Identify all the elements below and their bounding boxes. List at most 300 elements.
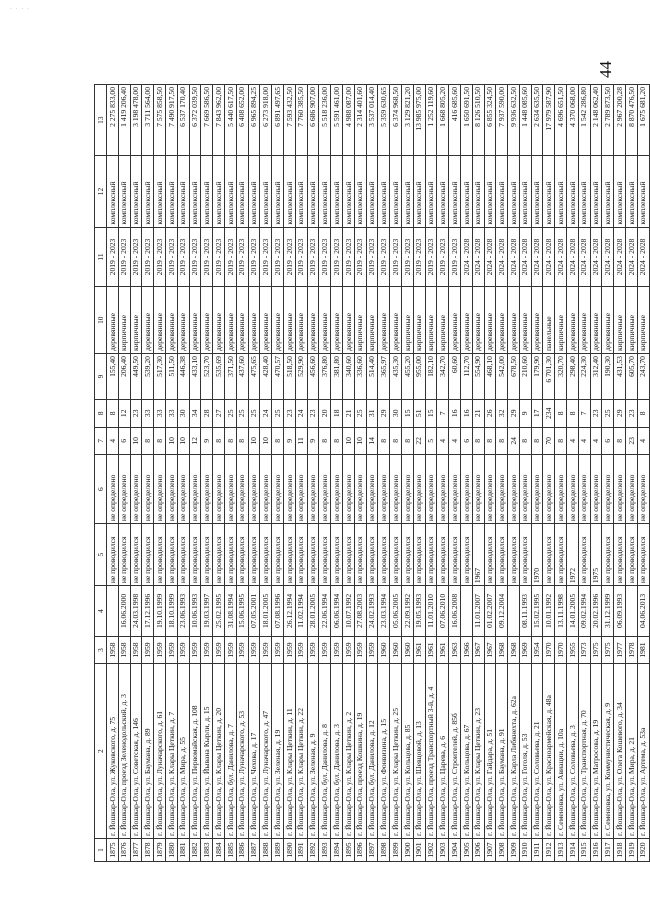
table-row [260, 85, 272, 862]
table-cell: г. Йошкар-Ола, ул. Фонвизина, д. 15 [378, 664, 390, 839]
table-cell: г. Йошкар-Ола, ул. Шевцовой, д. 13 [413, 664, 425, 839]
table-cell: 27.08.2003 [354, 586, 366, 637]
table-cell: 23.03.1994 [378, 586, 390, 637]
table-cell: не определено [272, 455, 284, 524]
table-cell: комплексный [342, 156, 354, 227]
table-cell: 29 [508, 400, 520, 428]
table-cell: деревянные [519, 287, 531, 354]
table-cell: кирпичные [626, 287, 638, 354]
table-row [154, 85, 166, 862]
table-cell: комплексный [590, 156, 602, 227]
table-cell: 2019 - 2023 [342, 227, 354, 287]
table-cell: 18.01.2005 [260, 586, 272, 637]
table-cell: г. Йошкар-Ола, ул. Зеленая, д. 9 [307, 664, 319, 839]
table-cell: 155,40 [107, 354, 119, 400]
table-cell: 336,60 [354, 354, 366, 400]
table-cell: не проводился [248, 524, 260, 586]
table-cell: 06.06.1994 [331, 586, 343, 637]
table-cell: 1896 [354, 839, 366, 862]
table-cell: 179,90 [531, 354, 543, 400]
table-cell: 2019 - 2023 [331, 227, 343, 287]
table-cell: панельные [543, 287, 555, 354]
table-cell: 1882 [189, 839, 201, 862]
table-cell: не определено [519, 455, 531, 524]
table-cell: 1919 [626, 839, 638, 862]
table-cell: 11 [295, 427, 307, 455]
table-cell: 07.08.1996 [272, 586, 284, 637]
table-cell: деревянные [331, 287, 343, 354]
table-cell: деревянные [177, 287, 189, 354]
table-cell: 455,20 [401, 354, 413, 400]
table-cell: г. Йошкар-Ола, ул. Гоголя, д. 53 [519, 664, 531, 839]
table-cell: 16.06.2008 [449, 586, 461, 637]
table-cell: деревянные [496, 287, 508, 354]
table-cell: 1893 [319, 839, 331, 862]
table-row [248, 85, 260, 862]
table-cell: комплексный [272, 156, 284, 227]
column-number: 1 [95, 839, 107, 862]
table-cell: 1892 [307, 839, 319, 862]
table-cell: комплексный [189, 156, 201, 227]
table-cell: 24 [508, 427, 520, 455]
table-cell: 428,40 [260, 354, 272, 400]
table-cell: 51 [413, 400, 425, 428]
table-row [366, 85, 378, 862]
table-cell: 1894 [331, 839, 343, 862]
table-cell: не проводился [224, 524, 236, 586]
table-cell: г. Йошкар-Ола, бул. Данилова, д. 12 [366, 664, 378, 839]
table-cell: не определено [484, 455, 496, 524]
table-cell: 1902 [425, 839, 437, 862]
table-cell: комплексный [378, 156, 390, 227]
table-cell: г. Йошкар-Ола, ул. Строителей, д. 85б [449, 664, 461, 839]
table-cell: 1963 [449, 636, 461, 664]
table-cell: 2019 - 2023 [201, 227, 213, 287]
table-cell: не определено [331, 455, 343, 524]
table-cell: не определено [460, 455, 472, 524]
table-cell: 2019 - 2023 [213, 227, 225, 287]
table-cell: 6 965 894,25 [248, 85, 260, 156]
table-cell [508, 586, 520, 637]
table-cell: кирпичные [425, 287, 437, 354]
table-cell: 182,10 [425, 354, 437, 400]
table-cell: 19.10.1999 [154, 586, 166, 637]
table-cell: 224,30 [578, 354, 590, 400]
table-cell: не проводился [165, 524, 177, 586]
table-cell: не определено [567, 455, 579, 524]
table-cell: деревянные [472, 287, 484, 354]
table-cell: не проводился [107, 524, 119, 586]
table-cell: 1877 [130, 839, 142, 862]
table-cell: 25 [354, 400, 366, 428]
table-cell: не определено [307, 455, 319, 524]
table-row [213, 85, 225, 862]
table-cell: 24.02.1993 [366, 586, 378, 637]
table-row [449, 85, 461, 862]
table-cell: 6 855 324,50 [484, 85, 496, 156]
table-cell: не определено [236, 455, 248, 524]
table-cell: 22 [413, 427, 425, 455]
table-cell: 381,80 [331, 354, 343, 400]
table-cell: г. Йошкар-Ола, ул. Йывана Кырли, д. 15 [201, 664, 213, 839]
table-cell: 7 669 586,50 [201, 85, 213, 156]
table-cell: 4 696 651,50 [555, 85, 567, 156]
table-cell: 1967 [472, 524, 484, 586]
table-cell: г. Йошкар-Ола, ул. Клары Цеткин, д. 22 [295, 664, 307, 839]
table-cell: деревянные [531, 287, 543, 354]
table-cell: 2019 - 2023 [319, 227, 331, 287]
table-cell: не проводился [260, 524, 272, 586]
table-cell: 8 [154, 427, 166, 455]
table-cell: 1879 [154, 839, 166, 862]
table-cell: 517,30 [154, 354, 166, 400]
table-cell: не определено [602, 455, 614, 524]
table-cell: 34 [189, 400, 201, 428]
table-cell: 1975 [590, 524, 602, 586]
table-cell: кирпичные [614, 287, 626, 354]
table-cell: 2 634 635,50 [531, 85, 543, 156]
table-cell: г. Йошкар-Ола, ул. Жуковского, д. 75 [107, 664, 119, 839]
table-cell: комплексный [555, 156, 567, 227]
table-cell: 1888 [260, 839, 272, 862]
table-cell: комплексный [213, 156, 225, 227]
table-cell: 535,69 [213, 354, 225, 400]
table-cell: 2019 - 2023 [437, 227, 449, 287]
table-cell: комплексный [390, 156, 402, 227]
table-row [460, 85, 472, 862]
table-cell: 8 [519, 427, 531, 455]
table-cell: не определено [189, 455, 201, 524]
table-cell: комплексный [531, 156, 543, 227]
table-cell: не проводился [484, 524, 496, 586]
table-cell: 1917 [602, 839, 614, 862]
table-cell: не проводился [201, 524, 213, 586]
table-row [331, 85, 343, 862]
table-cell: комплексный [567, 156, 579, 227]
table-cell: 25 [602, 400, 614, 428]
table-cell: 4 [437, 427, 449, 455]
table-cell: не определено [295, 455, 307, 524]
table-cell: г. Йошкар-Ола, ул. Соловьева, д. 21 [531, 664, 543, 839]
table-cell: деревянные [567, 287, 579, 354]
table-cell: не определено [637, 455, 649, 524]
table-cell: г. Йошкар-Ола, ул. Клары Цеткин, д. 20 [213, 664, 225, 839]
table-cell: 1975 [590, 636, 602, 664]
table-cell: комплексный [130, 156, 142, 227]
table-cell: 10 [130, 427, 142, 455]
table-cell: 514,40 [366, 354, 378, 400]
table-cell: 605,70 [626, 354, 638, 400]
column-number: 3 [95, 636, 107, 664]
table-cell: 1900 [401, 839, 413, 862]
table-cell: 24 [260, 400, 272, 428]
table-cell: не проводился [578, 524, 590, 586]
table-cell: 7 [437, 400, 449, 428]
table-cell: 7 843 962,00 [213, 85, 225, 156]
table-cell: кирпичные [555, 287, 567, 354]
table-cell: 1 448 085,60 [519, 85, 531, 156]
table-cell: не определено [390, 455, 402, 524]
table-cell: 8 [319, 427, 331, 455]
table-cell: 1960 [401, 636, 413, 664]
table-cell: 320,70 [555, 354, 567, 400]
table-cell: 33 [165, 400, 177, 428]
table-cell: 1959 [342, 636, 354, 664]
table-cell: г. Йошкар-Ола, ул. Олега Кошевого, д. 34 [614, 664, 626, 839]
table-cell: 2024 - 2028 [637, 227, 649, 287]
table-row [519, 85, 531, 862]
table-cell: г. Йошкар-Ола, ул. Красноармейская, д. 48а [543, 664, 555, 839]
table-cell: 1904 [449, 839, 461, 862]
table-row [354, 85, 366, 862]
table-cell: 10.07.1992 [342, 586, 354, 637]
table-cell: 60,60 [449, 354, 461, 400]
table-cell: 1959 [177, 636, 189, 664]
table-cell: не определено [496, 455, 508, 524]
table-cell: 1903 [437, 839, 449, 862]
table-cell: 10 [354, 427, 366, 455]
table-cell: деревянные [307, 287, 319, 354]
table-row [177, 85, 189, 862]
table-cell: 8 [637, 400, 649, 428]
table-cell: 2 789 873,50 [602, 85, 614, 156]
table-cell: 1889 [272, 839, 284, 862]
table-cell: 1967 [484, 636, 496, 664]
table-cell: деревянные [378, 287, 390, 354]
table-cell: комплексный [248, 156, 260, 227]
table-cell: 33 [142, 400, 154, 428]
table-body [95, 85, 650, 862]
table-cell: 446,38 [177, 354, 189, 400]
table-cell: 9 [201, 427, 213, 455]
table-cell: г. Йошкар-Ола, ул. Баумана, д. 91 [496, 664, 508, 839]
table-cell: 1960 [390, 636, 402, 664]
table-cell: г. Йошкар-Ола, ул. Клары Цеткин, д. 11 [283, 664, 295, 839]
table-cell: 2019 - 2023 [272, 227, 284, 287]
table-cell: комплексный [177, 156, 189, 227]
table-cell: 376,80 [319, 354, 331, 400]
table-cell: 7 [578, 400, 590, 428]
table-cell: г. Йошкар-Ола, ул. Кольцова, д. 67 [460, 664, 472, 839]
table-cell: 6 891 497,65 [272, 85, 284, 156]
table-cell: 1895 [342, 839, 354, 862]
table-cell: не проводился [283, 524, 295, 586]
column-number: 9 [95, 354, 107, 400]
table-cell: 1959 [295, 636, 307, 664]
table-cell: 6 537 170,40 [177, 85, 189, 156]
table-row [401, 85, 413, 862]
table-cell: комплексный [331, 156, 343, 227]
table-cell: 2024 - 2028 [496, 227, 508, 287]
table-cell: 26.12.1994 [283, 586, 295, 637]
table-cell: комплексный [260, 156, 272, 227]
column-number: 5 [95, 524, 107, 586]
table-cell: 542,00 [496, 354, 508, 400]
table-cell: 7 937 590,00 [496, 85, 508, 156]
table-cell: комплексный [401, 156, 413, 227]
table-cell: 18 [331, 400, 343, 428]
table-cell: 06.09.1993 [614, 586, 626, 637]
table-cell: 8 [107, 400, 119, 428]
table-cell: комплексный [637, 156, 649, 227]
table-cell: 14 [366, 427, 378, 455]
table-cell: 8 126 510,50 [472, 85, 484, 156]
table-cell: деревянные [189, 287, 201, 354]
table-cell: не проводился [626, 524, 638, 586]
table-cell: 1886 [236, 839, 248, 862]
table-cell: не определено [165, 455, 177, 524]
table-row [236, 85, 248, 862]
table-row [390, 85, 402, 862]
table-cell: 10 [260, 427, 272, 455]
table-cell: 10 [165, 427, 177, 455]
table-row [201, 85, 213, 862]
table-cell: 2019 - 2023 [142, 227, 154, 287]
table-cell: 190,30 [602, 354, 614, 400]
table-cell: 1906 [472, 839, 484, 862]
table-cell: 1959 [248, 636, 260, 664]
table-cell: 32 [496, 400, 508, 428]
table-cell: г. Йошкар-Ола, ул. Матросова, д. 19 [590, 664, 602, 839]
table-cell: 22.09.1992 [401, 586, 413, 637]
table-cell: 1961 [437, 636, 449, 664]
table-cell: 2019 - 2023 [118, 227, 130, 287]
table-row [130, 85, 142, 862]
table-cell: деревянные [578, 287, 590, 354]
rotated-table-container [94, 84, 648, 862]
table-cell: кирпичные [413, 287, 425, 354]
table-cell: 8 [224, 427, 236, 455]
table-cell: 529,90 [295, 354, 307, 400]
table-cell: 7 760 385,50 [295, 85, 307, 156]
table-cell: 1959 [260, 636, 272, 664]
table-cell: 2019 - 2023 [307, 227, 319, 287]
table-cell: 11.01.2007 [472, 586, 484, 637]
table-cell: 31 [366, 400, 378, 428]
table-cell: 8 [390, 427, 402, 455]
table-cell: не проводился [142, 524, 154, 586]
table-cell: не проводился [449, 524, 461, 586]
table-cell: г. Йошкар-Ола, проезд Зеленодольский, д. 3 [118, 664, 130, 839]
table-cell: 312,40 [590, 354, 602, 400]
table-cell: 475,65 [248, 354, 260, 400]
table-cell: кирпичные [118, 287, 130, 354]
table-cell: г. Йошкар-Ола, ул. Клары Цеткин, д. 25 [390, 664, 402, 839]
table-cell: 1905 [460, 839, 472, 862]
table-cell: 33 [154, 400, 166, 428]
table-cell: не проводился [342, 524, 354, 586]
table-cell: не проводился [177, 524, 189, 586]
table-cell: 8 [213, 427, 225, 455]
table-cell: 2019 - 2023 [130, 227, 142, 287]
table-cell: 1883 [201, 839, 213, 862]
table-cell: 1916 [590, 839, 602, 862]
table-cell: 1912 [543, 839, 555, 862]
table-cell: 2019 - 2023 [354, 227, 366, 287]
table-cell: 6 686 907,00 [307, 85, 319, 156]
table-cell: не определено [531, 455, 543, 524]
table-cell: 6 [460, 427, 472, 455]
table-cell: 523,70 [201, 354, 213, 400]
table-cell: комплексный [496, 156, 508, 227]
table-cell: 11.02.1994 [295, 586, 307, 637]
table-cell: кирпичные [366, 287, 378, 354]
table-cell: 1920 [637, 839, 649, 862]
table-cell: 4 988 087,00 [342, 85, 354, 156]
table-cell: 19.05.1993 [413, 586, 425, 637]
table-cell: г. Йошкар-Ола, бул. Данилова, д. 7 [224, 664, 236, 839]
table-cell: 8 [272, 427, 284, 455]
table-cell: 5 591 461,00 [331, 85, 343, 156]
table-cell: не проводился [543, 524, 555, 586]
table-cell: г. Йошкар-Ола, ул. Карла Либкнехта, д. 62а [508, 664, 520, 839]
table-cell: комплексный [449, 156, 461, 227]
table-cell: 17.12.1996 [142, 586, 154, 637]
table-cell: не определено [107, 455, 119, 524]
table-cell [107, 586, 119, 637]
table-cell: 234 [543, 400, 555, 428]
table-cell: не проводился [425, 524, 437, 586]
table-cell: г. Йошкар-Ола, ул. Клары Цеткин, д. 7 [165, 664, 177, 839]
table-cell: 07.05.2001 [248, 586, 260, 637]
table-cell: 2024 - 2028 [626, 227, 638, 287]
table-cell: не проводился [378, 524, 390, 586]
table-cell: 1899 [390, 839, 402, 862]
table-cell: 1910 [519, 839, 531, 862]
table-cell: 2 148 062,40 [590, 85, 602, 156]
table-cell: кирпичные [437, 287, 449, 354]
table-row [590, 85, 602, 862]
table-row [107, 85, 119, 862]
table-cell: 30 [390, 400, 402, 428]
table-cell: 2024 - 2028 [614, 227, 626, 287]
table-cell: 1915 [578, 839, 590, 862]
table-cell: 7 490 917,50 [165, 85, 177, 156]
table-cell: 1960 [378, 636, 390, 664]
table-cell: 25 [248, 400, 260, 428]
table-cell: не проводился [413, 524, 425, 586]
table-row [496, 85, 508, 862]
table-cell: комплексный [437, 156, 449, 227]
table-cell: не определено [614, 455, 626, 524]
table-row [508, 85, 520, 862]
table-cell: 4 [578, 427, 590, 455]
table-cell: 18.10.1999 [165, 586, 177, 637]
table-cell: не определено [283, 455, 295, 524]
table-cell: 4 [449, 427, 461, 455]
table-cell: 8 [484, 427, 496, 455]
table-cell: 15.06.1995 [236, 586, 248, 637]
table-cell: 24 [295, 400, 307, 428]
table-cell: 1881 [177, 839, 189, 862]
table-cell: 25 [236, 400, 248, 428]
table-cell: 1878 [142, 839, 154, 862]
table-cell: 1887 [248, 839, 260, 862]
table-cell: деревянные [142, 287, 154, 354]
table-cell: деревянные [602, 287, 614, 354]
table-cell: г. Йошкар-Ола, ул. Луначарского, д. 53 [236, 664, 248, 839]
table-cell: 17 [531, 400, 543, 428]
table-cell: 340,60 [342, 354, 354, 400]
table-cell: не проводился [401, 524, 413, 586]
table-cell: 1908 [496, 839, 508, 862]
table-cell: 70 [543, 427, 555, 455]
table-cell: 8 870 476,50 [626, 85, 638, 156]
table-cell: г. Йошкар-Ола, ул. Луначарского, д. 47 [260, 664, 272, 839]
table-cell: 1954 [531, 636, 543, 664]
table-cell: деревянные [107, 287, 119, 354]
table-cell: не проводился [189, 524, 201, 586]
